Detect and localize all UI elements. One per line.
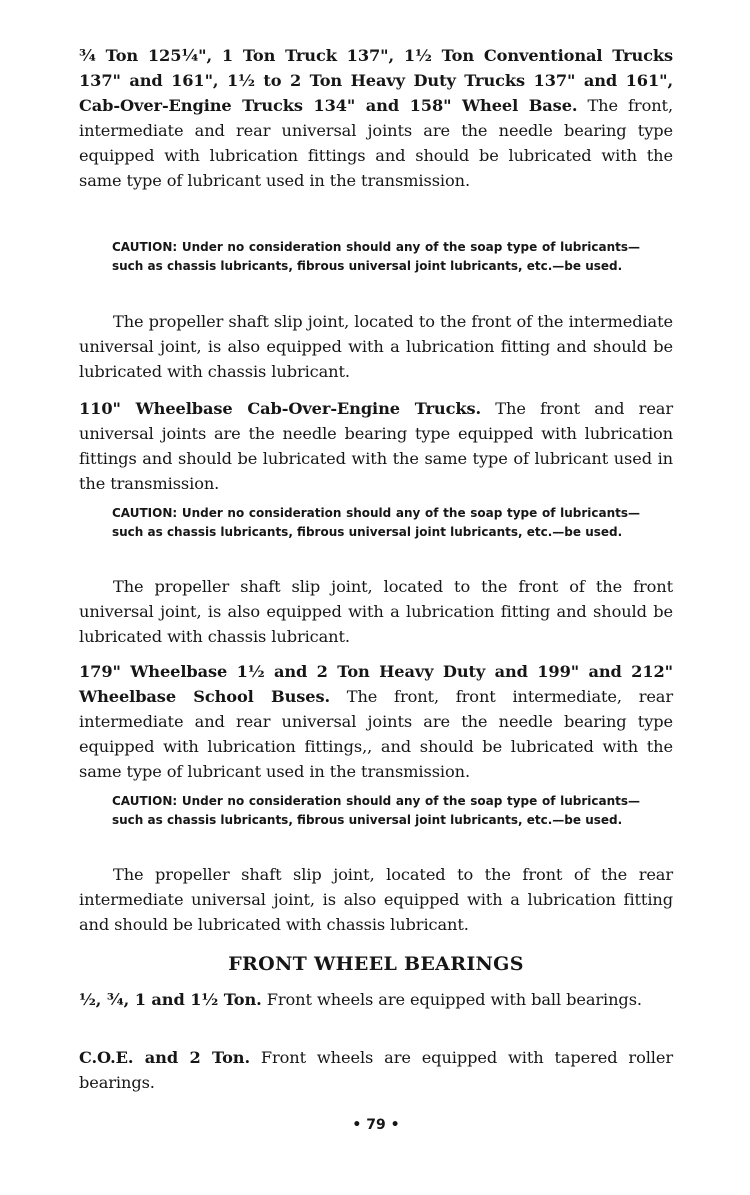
page-number: • 79 • [352,1117,400,1133]
slip-joint-paragraph-1: The propeller shaft slip joint, located to the front of the intermediate universal joint, is also equipped with a lubrication fitting and should be lubricated with chassis lubricant. [79,312,673,381]
intro-lead: ¾ Ton 125¼", 1 Ton Truck 137", 1½ Ton Conventional Trucks 137" and 161", 1½ to 2 Ton Heavy Duty Trucks 137" and 161", Cab-Over-Engine Trucks 134" and 158" Wheel Base. [79,46,673,115]
caution-note-1: CAUTION: Under no consideration should any of the soap type of lubricants—such as chassis lubricants, fibrous universal joint lubricants, etc.—be used. [112,240,640,273]
roller-bearings-body: Front wheels are equipped with tapered roller bearings. [79,1048,673,1092]
intro-body: The front, intermediate and rear universal joints are the needle bearing type equipped with lubrication fittings and should be lubricated with the same type of lubricant used in the transmission. [79,96,673,190]
wheelbase-179-paragraph [79,659,673,784]
ball-bearings-paragraph [79,987,673,1012]
slip-joint-paragraph-2: The propeller shaft slip joint, located to the front of the front universal joint, is also equipped with a lubrication fitting and should be lubricated with chassis lubricant. [79,577,673,646]
roller-bearings-paragraph [79,1045,673,1095]
section-heading: FRONT WHEEL BEARINGS [228,953,524,975]
wheelbase-110-paragraph [79,396,673,496]
slip-joint-paragraph-3: The propeller shaft slip joint, located to the front of the rear intermediate universal joint, is also equipped with a lubrication fitting and should be lubricated with chassis lubricant. [79,865,673,934]
wheelbase-179-body: The front, front intermediate, rear intermediate and rear universal joints are the needle bearing type equipped with lubrication fittings,, and should be lubricated with the same type of lubricant used in the transmission. [79,687,674,781]
ball-bearings-body: Front wheels are equipped with ball bearings. [261,990,642,1009]
wheelbase-110-lead: 110" Wheelbase Cab-Over-Engine Trucks. [79,399,482,418]
caution-note-3: CAUTION: Under no consideration should any of the soap type of lubricants—such as chassis lubricants, fibrous universal joint lubricants, etc.—be used. [112,794,640,827]
intro-paragraph [79,43,673,193]
wheelbase-110-body: The front and rear universal joints are the needle bearing type equipped with lubrication fittings and should be lubricated with the same type of lubricant used in the transmission. [79,399,673,493]
ball-bearings-lead: ½, ¾, 1 and 1½ Ton. [79,990,262,1009]
roller-bearings-lead: C.O.E. and 2 Ton. [79,1048,250,1067]
wheelbase-179-lead: 179" Wheelbase 1½ and 2 Ton Heavy Duty and 199" and 212" Wheelbase School Buses. [79,662,673,706]
caution-note-2: CAUTION: Under no consideration should any of the soap type of lubricants—such as chassis lubricants, fibrous universal joint lubricants, etc.—be used. [112,506,640,539]
